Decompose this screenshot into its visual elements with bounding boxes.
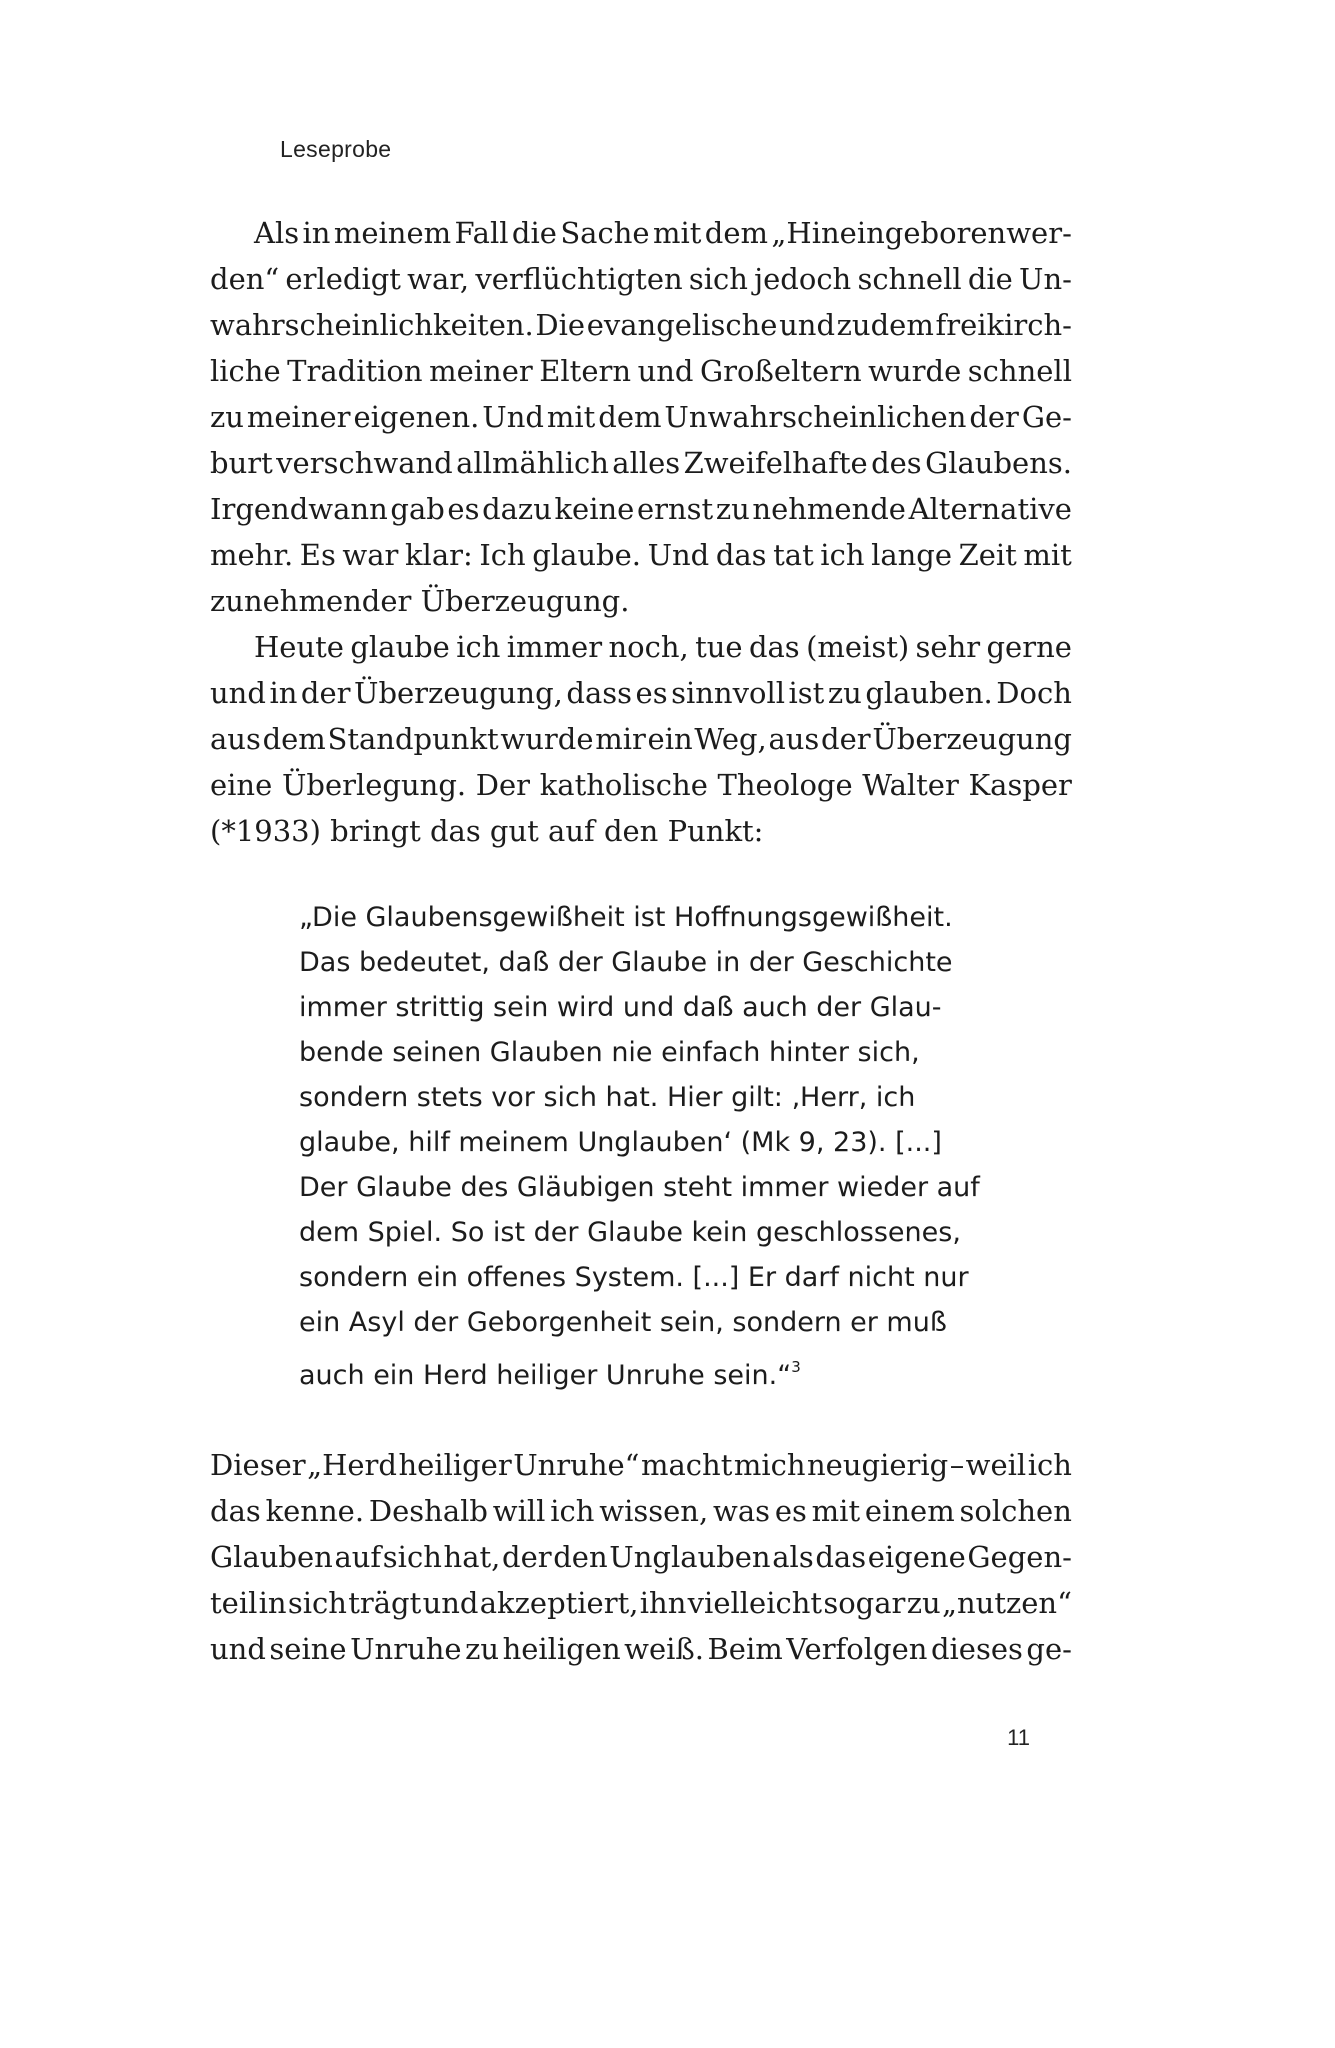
quote-line: immer strittig sein wird und daß auch der Glau- <box>299 992 942 1023</box>
text-line: liche Tradition meiner Eltern und Großeltern wurde schnell <box>210 354 1072 388</box>
text-line: und seine Unruhe zu heiligen weiß. Beim Verfolgen dieses ge- <box>210 1632 1072 1666</box>
quote-line: „Die Glaubensgewißheit ist Hoffnungsgewißheit. <box>299 902 953 933</box>
text-line: zunehmender Überzeugung. <box>210 584 630 618</box>
text-line: Dieser „Herd heiliger Unruhe“ macht mich neugierig – weil ich <box>210 1448 1072 1482</box>
footnote-marker: 3 <box>791 1358 801 1376</box>
quote-line: ein Asyl der Geborgenheit sein, sondern er muß <box>299 1307 947 1338</box>
quote-line: sondern ein offenes System. [...] Er darf nicht nur <box>299 1262 969 1293</box>
text-line: Als in meinem Fall die Sache mit dem „Hineingeborenwer- <box>254 216 1072 250</box>
page-number: 11 <box>1007 1725 1030 1750</box>
quote-line: Das bedeutet, daß der Glaube in der Geschichte <box>299 947 953 978</box>
quote-line: Der Glaube des Gläubigen steht immer wieder auf <box>299 1172 980 1203</box>
quote-line: sondern stets vor sich hat. Hier gilt: ‚Herr, ich <box>299 1082 916 1113</box>
text-line: zu meiner eigenen. Und mit dem Unwahrscheinlichen der Ge- <box>210 400 1072 434</box>
text-line: und in der Überzeugung, dass es sinnvoll ist zu glauben. Doch <box>210 676 1072 710</box>
text-line: das kenne. Deshalb will ich wissen, was es mit einem solchen <box>210 1494 1072 1528</box>
paragraph-2 <box>210 624 1072 854</box>
text-line: Irgendwann gab es dazu keine ernst zu nehmende Alternative <box>210 492 1072 526</box>
quote-line-text: auch ein Herd heiliger Unruhe sein.“ <box>299 1360 792 1391</box>
quote-line: dem Spiel. So ist der Glaube kein geschlossenes, <box>299 1217 961 1248</box>
text-line: Glauben auf sich hat, der den Unglauben als das eigene Gegen- <box>210 1540 1072 1574</box>
text-line: aus dem Standpunkt wurde mir ein Weg, aus der Überzeugung <box>210 722 1072 756</box>
block-quote <box>299 895 1019 1390</box>
text-line: burt verschwand allmählich alles Zweifelhafte des Glaubens. <box>210 446 1072 480</box>
quote-line: glaube, hilf meinem Unglauben‘ (Mk 9, 23). [...] <box>299 1127 942 1158</box>
text-line: mehr. Es war klar: Ich glaube. Und das tat ich lange Zeit mit <box>210 538 1072 572</box>
text-line: eine Überlegung. Der katholische Theologe Walter Kasper <box>210 768 1072 802</box>
text-line: teil in sich trägt und akzeptiert, ihn vielleicht sogar zu „nutzen“ <box>210 1586 1072 1620</box>
paragraph-3 <box>210 1442 1072 1672</box>
text-line: wahrscheinlichkeiten. Die evangelische und zudem freikirch- <box>210 308 1072 342</box>
text-line: Heute glaube ich immer noch, tue das (meist) sehr gerne <box>254 630 1072 664</box>
running-header: Leseprobe <box>280 136 392 162</box>
quote-last-line <box>299 1345 1019 1390</box>
text-line: den“ erledigt war, verflüchtigten sich jedoch schnell die Un- <box>210 262 1072 296</box>
text-line: (*1933) bringt das gut auf den Punkt: <box>210 814 764 848</box>
quote-line: bende seinen Glauben nie einfach hinter sich, <box>299 1037 920 1068</box>
paragraph-1 <box>210 210 1072 624</box>
